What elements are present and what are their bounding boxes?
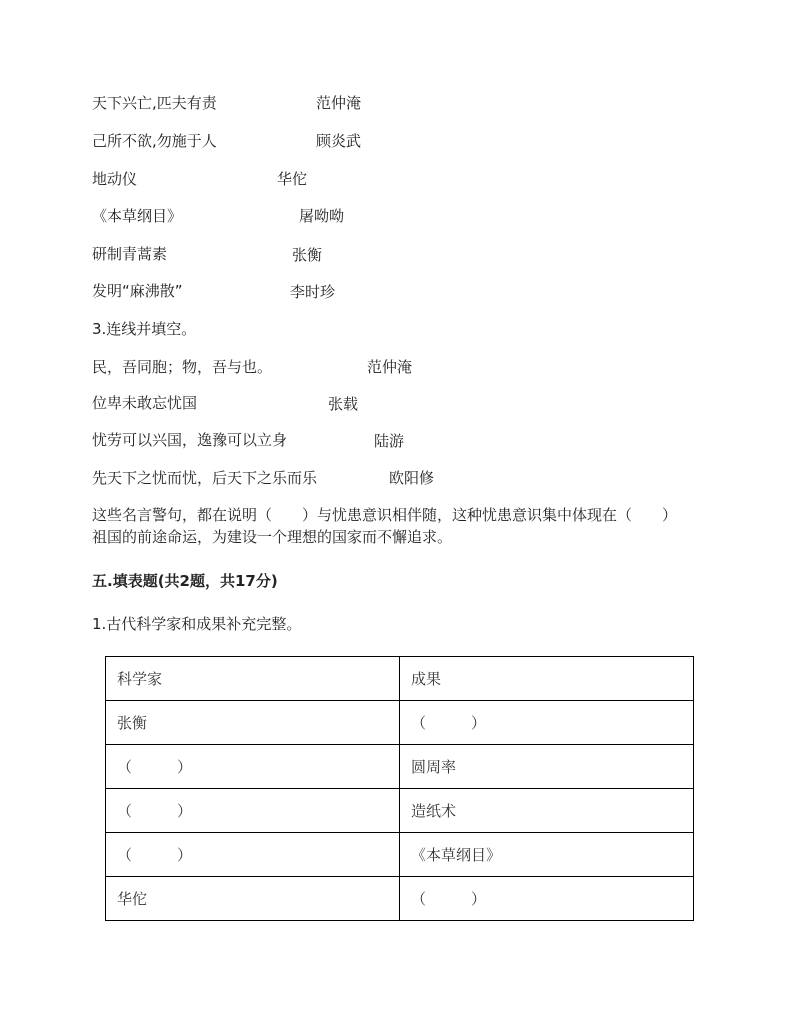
q3-left-3: 忧劳可以兴国，逸豫可以立身 [92,431,288,449]
match-left-2: 己所不欲,勿施于人 [92,132,217,150]
table-cell[interactable]: （ ） [106,789,400,833]
match-right-3: 华佗 [277,170,308,188]
match-right-6: 李时珍 [290,283,336,301]
table-cell: 《本草纲目》 [400,833,694,877]
table-cell[interactable]: （ ） [400,701,694,745]
q3-right-4: 欧阳修 [389,469,435,487]
table-row [106,745,694,789]
q3-left-2: 位卑未敢忘忧国 [92,394,198,412]
table-row [106,833,694,877]
match-left-4: 《本草纲目》 [92,207,183,225]
match-left-5: 研制青蒿素 [92,245,168,263]
match-right-4: 屠呦呦 [299,207,345,225]
table-cell[interactable]: （ ） [106,745,400,789]
section-5-question-1: 1.古代科学家和成果补充完整。 [92,615,302,633]
header-achievement: 成果 [400,657,694,701]
header-scientist: 科学家 [106,657,400,701]
match-right-5: 张衡 [292,246,323,264]
q3-right-3: 陆游 [374,432,405,450]
table-cell: 圆周率 [400,745,694,789]
table-cell[interactable]: （ ） [400,877,694,921]
table-cell: 张衡 [106,701,400,745]
match-left-3: 地动仪 [92,170,138,188]
q3-right-1: 范仲淹 [367,358,413,376]
question-3-title: 3.连线并填空。 [92,320,197,338]
match-left-6: 发明“麻沸散” [92,282,183,300]
table-row [106,789,694,833]
table-cell: 造纸术 [400,789,694,833]
section-5-heading: 五.填表题(共2题，共17分) [92,572,278,590]
q3-right-2: 张载 [328,395,359,413]
table-cell[interactable]: （ ） [106,833,400,877]
q3-left-4: 先天下之忧而忧，后天下之乐而乐 [92,469,318,487]
table-row [106,877,694,921]
scientist-achievement-table [105,656,694,921]
match-right-2: 顾炎武 [316,132,362,150]
table-cell: 华佗 [106,877,400,921]
match-right-1: 范仲淹 [316,94,362,112]
q3-fill-paragraph: 这些名言警句，都在说明（ ）与忧患意识相伴随，这种忧患意识集中体现在（ ）祖国的前途命运，为建设一个理想的国家而不懈追求。 [92,506,670,546]
match-left-1: 天下兴亡,匹夫有责 [92,94,217,112]
table-header-row [106,657,694,701]
table-row [106,701,694,745]
q3-left-1: 民，吾同胞；物，吾与也。 [92,358,273,376]
